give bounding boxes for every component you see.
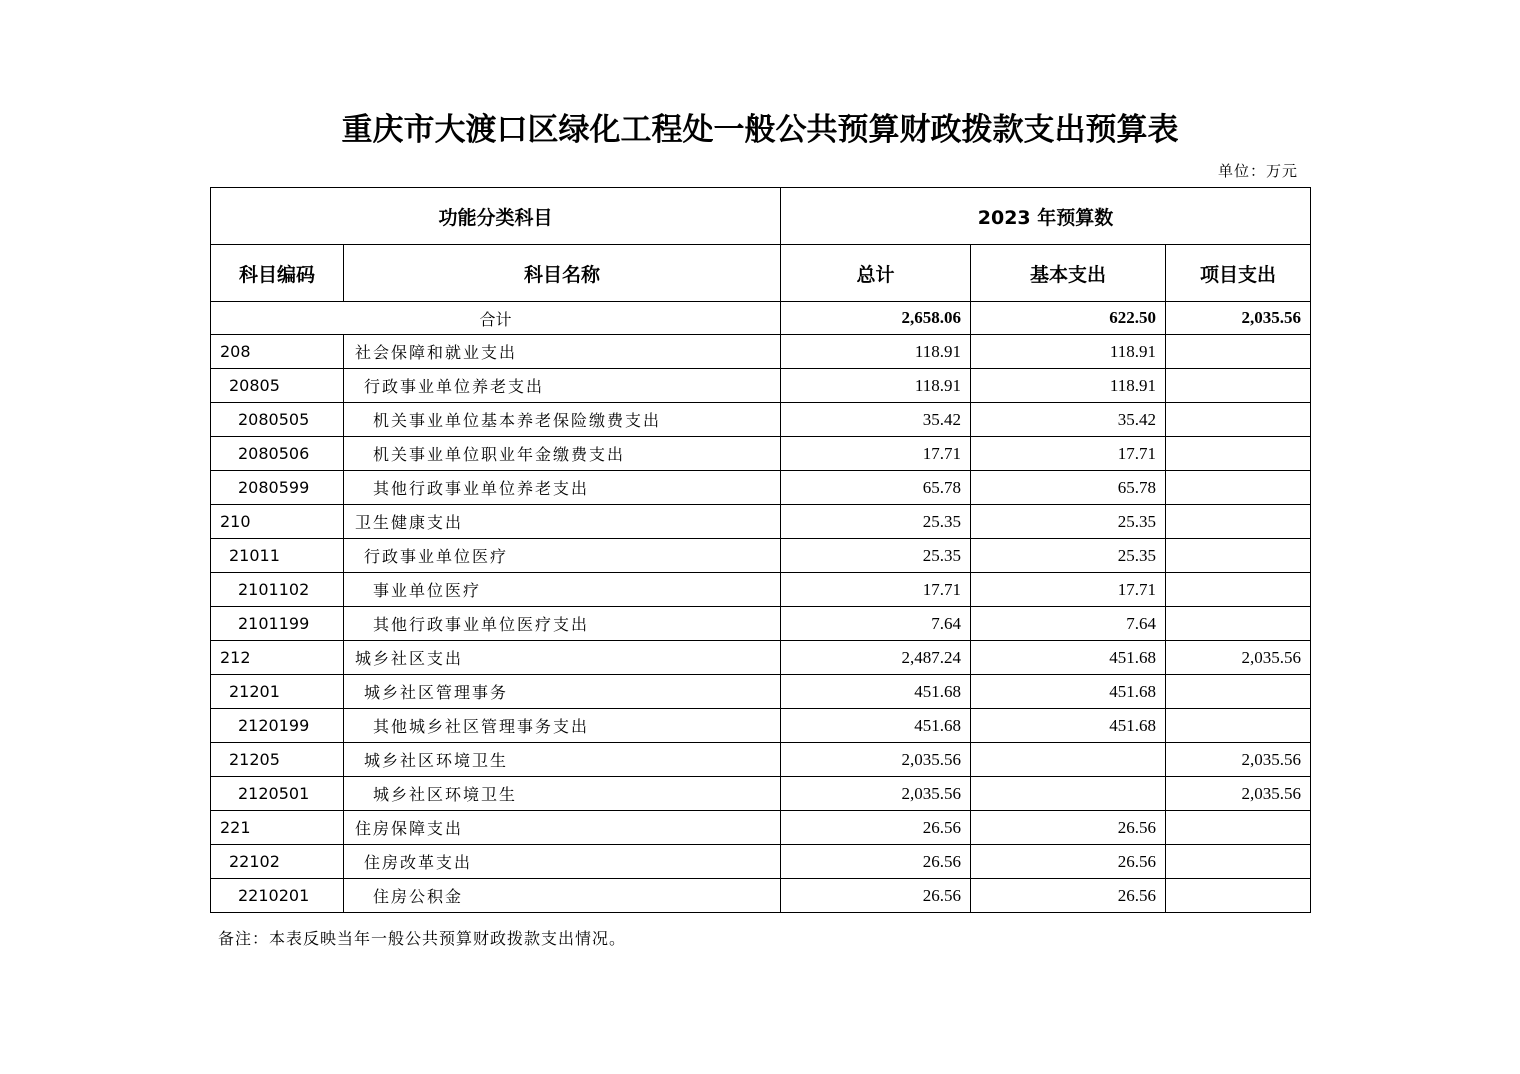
- basic-expenditure-cell: 17.71: [971, 573, 1166, 607]
- total-cell: 2,035.56: [781, 777, 971, 811]
- total-row-basic: 622.50: [971, 302, 1166, 335]
- subject-name-cell: 城乡社区环境卫生: [344, 743, 781, 777]
- subject-code-cell: 2120501: [211, 777, 344, 811]
- table-row: [211, 675, 1311, 709]
- subject-code-cell: 2120199: [211, 709, 344, 743]
- subject-name-cell: 行政事业单位医疗: [344, 539, 781, 573]
- table-row: [211, 709, 1311, 743]
- subject-name-cell: 机关事业单位职业年金缴费支出: [344, 437, 781, 471]
- footnote: 备注：本表反映当年一般公共预算财政拨款支出情况。: [218, 929, 627, 948]
- subject-code-cell: 212: [211, 641, 344, 675]
- subject-code-cell: 2210201: [211, 879, 344, 913]
- project-expenditure-cell: 2,035.56: [1166, 777, 1311, 811]
- project-expenditure-cell: 2,035.56: [1166, 743, 1311, 777]
- table-row: [211, 369, 1311, 403]
- project-expenditure-cell: [1166, 403, 1311, 437]
- basic-expenditure-cell: 65.78: [971, 471, 1166, 505]
- subject-name-cell: 住房保障支出: [344, 811, 781, 845]
- project-expenditure-cell: 2,035.56: [1166, 641, 1311, 675]
- subject-name-cell: 住房改革支出: [344, 845, 781, 879]
- subject-name-cell: 城乡社区环境卫生: [344, 777, 781, 811]
- total-cell: 451.68: [781, 675, 971, 709]
- header-budget-year: 2023 年预算数: [781, 188, 1311, 245]
- subject-code-cell: 210: [211, 505, 344, 539]
- total-cell: 451.68: [781, 709, 971, 743]
- header-subject-name: 科目名称: [344, 245, 781, 302]
- total-cell: 25.35: [781, 505, 971, 539]
- subject-name-cell: 其他城乡社区管理事务支出: [344, 709, 781, 743]
- total-cell: 2,035.56: [781, 743, 971, 777]
- header-total: 总计: [781, 245, 971, 302]
- basic-expenditure-cell: 7.64: [971, 607, 1166, 641]
- header-basic-expenditure: 基本支出: [971, 245, 1166, 302]
- total-row-total: 2,658.06: [781, 302, 971, 335]
- subject-name-cell: 其他行政事业单位医疗支出: [344, 607, 781, 641]
- basic-expenditure-cell: 118.91: [971, 335, 1166, 369]
- basic-expenditure-cell: 17.71: [971, 437, 1166, 471]
- basic-expenditure-cell: 25.35: [971, 505, 1166, 539]
- subject-name-cell: 机关事业单位基本养老保险缴费支出: [344, 403, 781, 437]
- total-cell: 17.71: [781, 573, 971, 607]
- subject-name-cell: 其他行政事业单位养老支出: [344, 471, 781, 505]
- basic-expenditure-cell: 26.56: [971, 879, 1166, 913]
- project-expenditure-cell: [1166, 607, 1311, 641]
- subject-name-cell: 社会保障和就业支出: [344, 335, 781, 369]
- project-expenditure-cell: [1166, 811, 1311, 845]
- subject-code-cell: 21201: [211, 675, 344, 709]
- project-expenditure-cell: [1166, 335, 1311, 369]
- subject-name-cell: 卫生健康支出: [344, 505, 781, 539]
- project-expenditure-cell: [1166, 709, 1311, 743]
- table-row: [211, 777, 1311, 811]
- subject-name-cell: 城乡社区支出: [344, 641, 781, 675]
- basic-expenditure-cell: 451.68: [971, 641, 1166, 675]
- project-expenditure-cell: [1166, 369, 1311, 403]
- table-row: [211, 845, 1311, 879]
- basic-expenditure-cell: 26.56: [971, 811, 1166, 845]
- total-cell: 17.71: [781, 437, 971, 471]
- table-row: [211, 335, 1311, 369]
- project-expenditure-cell: [1166, 675, 1311, 709]
- page-title: 重庆市大渡口区绿化工程处一般公共预算财政拨款支出预算表: [341, 112, 1179, 148]
- budget-table: [210, 187, 1311, 913]
- project-expenditure-cell: [1166, 471, 1311, 505]
- subject-code-cell: 20805: [211, 369, 344, 403]
- total-cell: 7.64: [781, 607, 971, 641]
- header-subject-code: 科目编码: [211, 245, 344, 302]
- table-row: [211, 437, 1311, 471]
- total-cell: 26.56: [781, 879, 971, 913]
- subject-code-cell: 208: [211, 335, 344, 369]
- total-row-project: 2,035.56: [1166, 302, 1311, 335]
- project-expenditure-cell: [1166, 879, 1311, 913]
- total-cell: 65.78: [781, 471, 971, 505]
- table-row: [211, 471, 1311, 505]
- total-cell: 2,487.24: [781, 641, 971, 675]
- subject-code-cell: 2101102: [211, 573, 344, 607]
- basic-expenditure-cell: 26.56: [971, 845, 1166, 879]
- project-expenditure-cell: [1166, 437, 1311, 471]
- basic-expenditure-cell: 35.42: [971, 403, 1166, 437]
- total-cell: 26.56: [781, 845, 971, 879]
- project-expenditure-cell: [1166, 539, 1311, 573]
- subject-code-cell: 21011: [211, 539, 344, 573]
- total-cell: 26.56: [781, 811, 971, 845]
- subject-name-cell: 事业单位医疗: [344, 573, 781, 607]
- table-row: [211, 879, 1311, 913]
- table-row: [211, 505, 1311, 539]
- table-row: [211, 743, 1311, 777]
- total-cell: 118.91: [781, 369, 971, 403]
- subject-code-cell: 2080505: [211, 403, 344, 437]
- table-row: [211, 539, 1311, 573]
- basic-expenditure-cell: [971, 777, 1166, 811]
- total-cell: 118.91: [781, 335, 971, 369]
- subject-name-cell: 城乡社区管理事务: [344, 675, 781, 709]
- total-cell: 25.35: [781, 539, 971, 573]
- project-expenditure-cell: [1166, 505, 1311, 539]
- subject-name-cell: 行政事业单位养老支出: [344, 369, 781, 403]
- subject-code-cell: 2080599: [211, 471, 344, 505]
- table-row: [211, 403, 1311, 437]
- subject-name-cell: 住房公积金: [344, 879, 781, 913]
- subject-code-cell: 221: [211, 811, 344, 845]
- basic-expenditure-cell: 118.91: [971, 369, 1166, 403]
- basic-expenditure-cell: 451.68: [971, 709, 1166, 743]
- subject-code-cell: 2080506: [211, 437, 344, 471]
- header-project-expenditure: 项目支出: [1166, 245, 1311, 302]
- basic-expenditure-cell: [971, 743, 1166, 777]
- basic-expenditure-cell: 451.68: [971, 675, 1166, 709]
- subject-code-cell: 2101199: [211, 607, 344, 641]
- project-expenditure-cell: [1166, 573, 1311, 607]
- subject-code-cell: 21205: [211, 743, 344, 777]
- table-row: [211, 573, 1311, 607]
- unit-label: 单位：万元: [1217, 162, 1298, 180]
- table-row: [211, 607, 1311, 641]
- total-cell: 35.42: [781, 403, 971, 437]
- subject-code-cell: 22102: [211, 845, 344, 879]
- basic-expenditure-cell: 25.35: [971, 539, 1166, 573]
- table-row: [211, 641, 1311, 675]
- total-row: [211, 302, 1311, 335]
- project-expenditure-cell: [1166, 845, 1311, 879]
- header-functional-classification: 功能分类科目: [211, 188, 781, 245]
- total-label: 合计: [211, 302, 781, 335]
- table-row: [211, 811, 1311, 845]
